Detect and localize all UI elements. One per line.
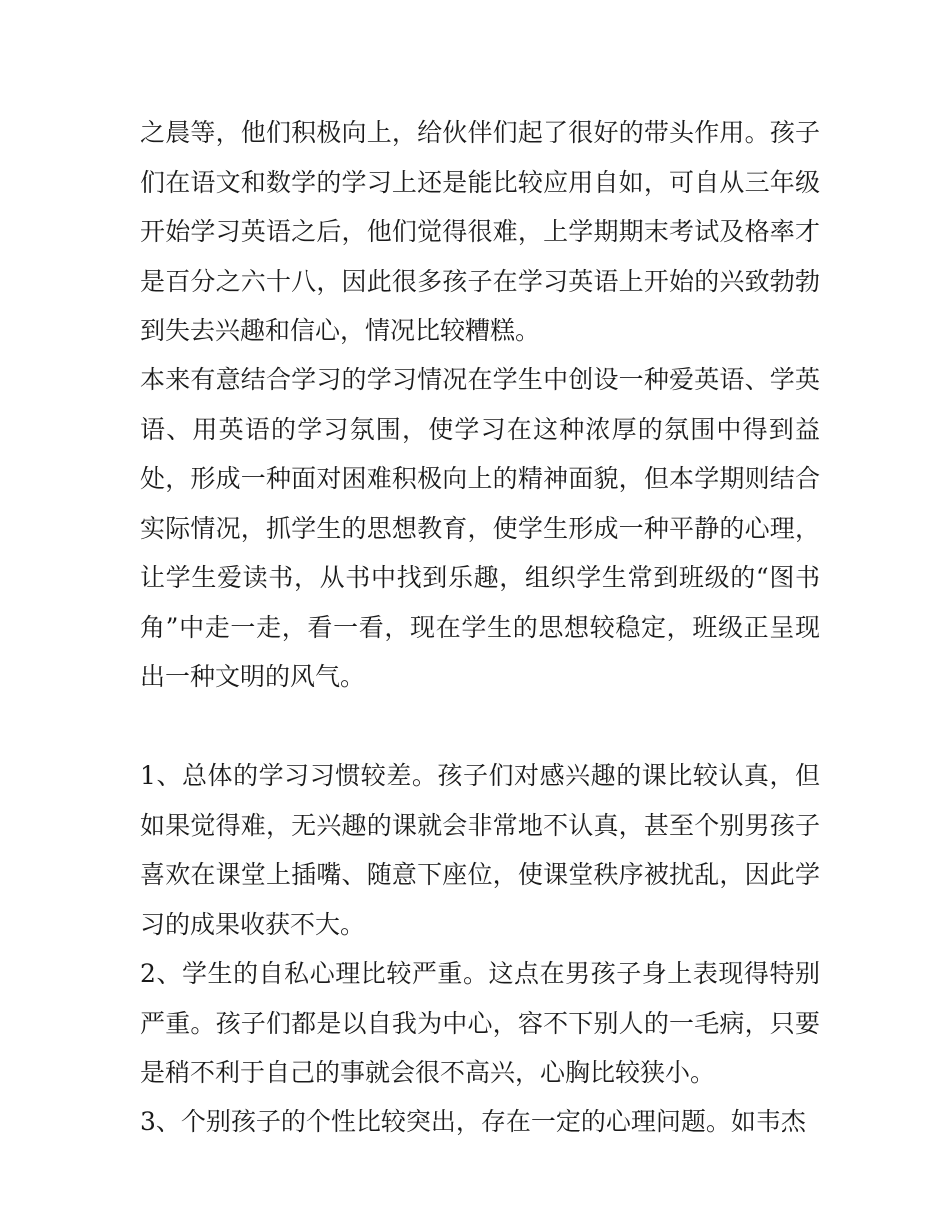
paragraph-3: 1、总体的学习习惯较差。孩子们对感兴趣的课比较认真，但如果觉得难，无兴趣的课就会非常地不认真，甚至个别男孩子喜欢在课堂上插嘴、随意下座位，使课堂秩序被扰乱，因此学习的成果收获不大。 — [140, 761, 820, 939]
paragraph-4: 2、学生的自私心理比较严重。这点在男孩子身上表现得特别严重。孩子们都是以自我为中心，容不下别人的一毛病，只要是稍不利于自己的事就会很不高兴，心胸比较狭小。 — [140, 959, 820, 1087]
document-body — [140, 108, 820, 1147]
paragraph-2: 本来有意结合学习的学习情况在学生中创设一种爱英语、学英语、用英语的学习氛围，使学习在这种浓厚的氛围中得到益处，形成一种面对困难积极向上的精神面貌，但本学期则结合实际情况，抓学生的思想教育，使学生形成一种平静的心理，让学生爱读书，从书中找到乐趣，组织学生常到班级的“图书角”中走一走，看一看，现在学生的思想较稳定，班级正呈现出一种文明的风气。 — [140, 365, 820, 691]
paragraph-1: 之晨等，他们积极向上，给伙伴们起了很好的带头作用。孩子们在语文和数学的学习上还是能比较应用自如，可自从三年级开始学习英语之后，他们觉得很难，上学期期末考试及格率才是百分之六十八，因此很多孩子在学习英语上开始的兴致勃勃到失去兴趣和信心，情况比较糟糕。 — [140, 118, 820, 345]
paragraph-5: 3、个别孩子的个性比较突出，存在一定的心理问题。如韦杰 — [140, 1107, 806, 1136]
